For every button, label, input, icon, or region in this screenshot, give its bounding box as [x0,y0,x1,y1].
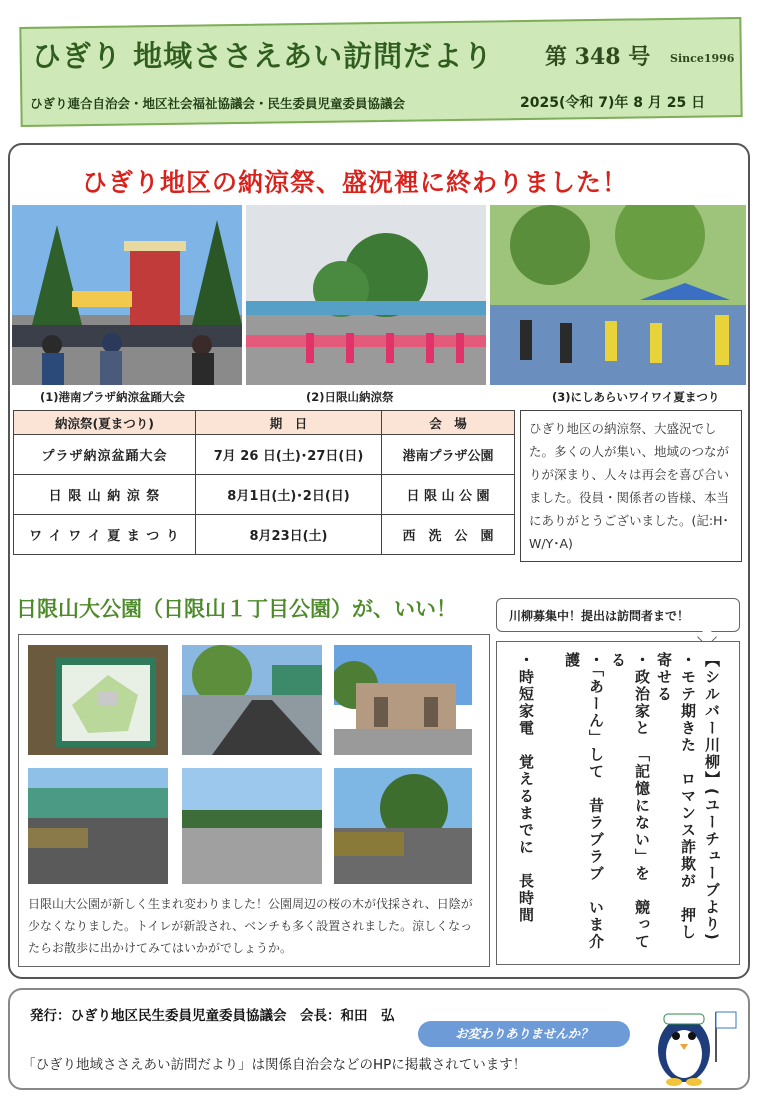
senryu-line: ・政治家と 「記憶にない」を 競ってる [609,652,651,951]
festival-photo-1 [12,205,242,385]
park-text: 日限山大公園が新しく生まれ変わりました！公園周辺の桜の木が伐採され、日陰が少なくなりました。トイレが新設され、ベンチも多く設置されました。涼しくなったらお散歩に出かけてみてはいかがでしょうか。 [28,897,473,955]
table-cell: 7月 26 日(土)･27日(日) [196,435,382,475]
table-row [14,435,515,475]
table-header: 期 日 [196,411,382,435]
festival-table [13,410,515,555]
table-header: 会 場 [382,411,515,435]
since-label: Since1996 [670,52,735,65]
table-cell: 8月1日(土)･2日(日) [196,475,382,515]
park-photo-trees [334,768,472,884]
publisher-line: 発行：ひぎり地区民生委員児童委員協議会 会長：和田 弘 [30,1008,395,1024]
festival-headline: ひぎり地区の納涼祭、盛況裡に終わりました！ [82,168,629,197]
park-photo-map [28,645,168,755]
issue-number: 第 348 号 [545,44,651,70]
slogan-pill: お変わりありませんか？ [418,1021,630,1047]
park-heading: 日限山大公園（日限山１丁目公園）が、いい！ [16,597,457,621]
photo-caption-2: (2)日限山納涼祭 [306,390,394,404]
senryu-title: 【シルバー川柳】(ユーチューブより) [703,652,721,942]
festival-photo-3 [490,205,746,385]
table-cell: 日 限 山 納 涼 祭 [14,475,196,515]
photo-caption-1: (1)港南プラザ納涼盆踊大会 [40,390,186,404]
penguin-mascot-icon [642,992,742,1088]
table-cell: 8月23日(土) [196,515,382,555]
table-row [14,515,515,555]
footer-note: 「ひぎり地域ささえあい訪問だより」は関係自治会などのHPに掲載されています！ [22,1057,527,1073]
newsletter-title: ひぎり 地域ささえあい訪問だより [32,39,494,73]
photo-caption-3: (3)にしあらいワイワイ夏まつり [552,390,720,404]
park-photo-path [182,645,322,755]
table-cell: 西 洗 公 園 [382,515,515,555]
issue-date: 2025(令和 7)年 8 月 25 日 [520,95,706,111]
senryu-line: ・時短家電 覚えるまでに 長時間 [517,652,535,924]
festival-photo-2 [246,205,486,385]
senryu-line: ・「あーん」して 昔ラブラブ いま介護 [563,652,605,951]
table-cell: 日 限 山 公 園 [382,475,515,515]
senryu-bubble: 川柳募集中！提出は訪問者まで！ [496,598,740,632]
organizations-line: ひぎり連合自治会・地区社会福祉協議会・民生委員児童委員協議会 [30,96,406,111]
table-header: 納涼祭(夏まつり) [14,411,196,435]
park-photo-field [182,768,322,884]
festival-note: ひぎり地区の納涼祭、大盛況でした。多くの人が集い、地域のつながりが深まり、人々は再会を喜び合いました。役員・関係者の皆様、本当にありがとうございました。(記:H･W/Y･A) [520,410,742,562]
table-row [14,475,515,515]
table-cell: プラザ納涼盆踊大会 [14,435,196,475]
table-cell: ワ イ ワ イ 夏 ま つ り [14,515,196,555]
table-cell: 港南プラザ公園 [382,435,515,475]
park-photo-toilet [334,645,472,755]
park-photo-bench [28,768,168,884]
senryu-line: ・モテ期きた ロマンス詐欺が 押し寄せる [655,652,697,941]
